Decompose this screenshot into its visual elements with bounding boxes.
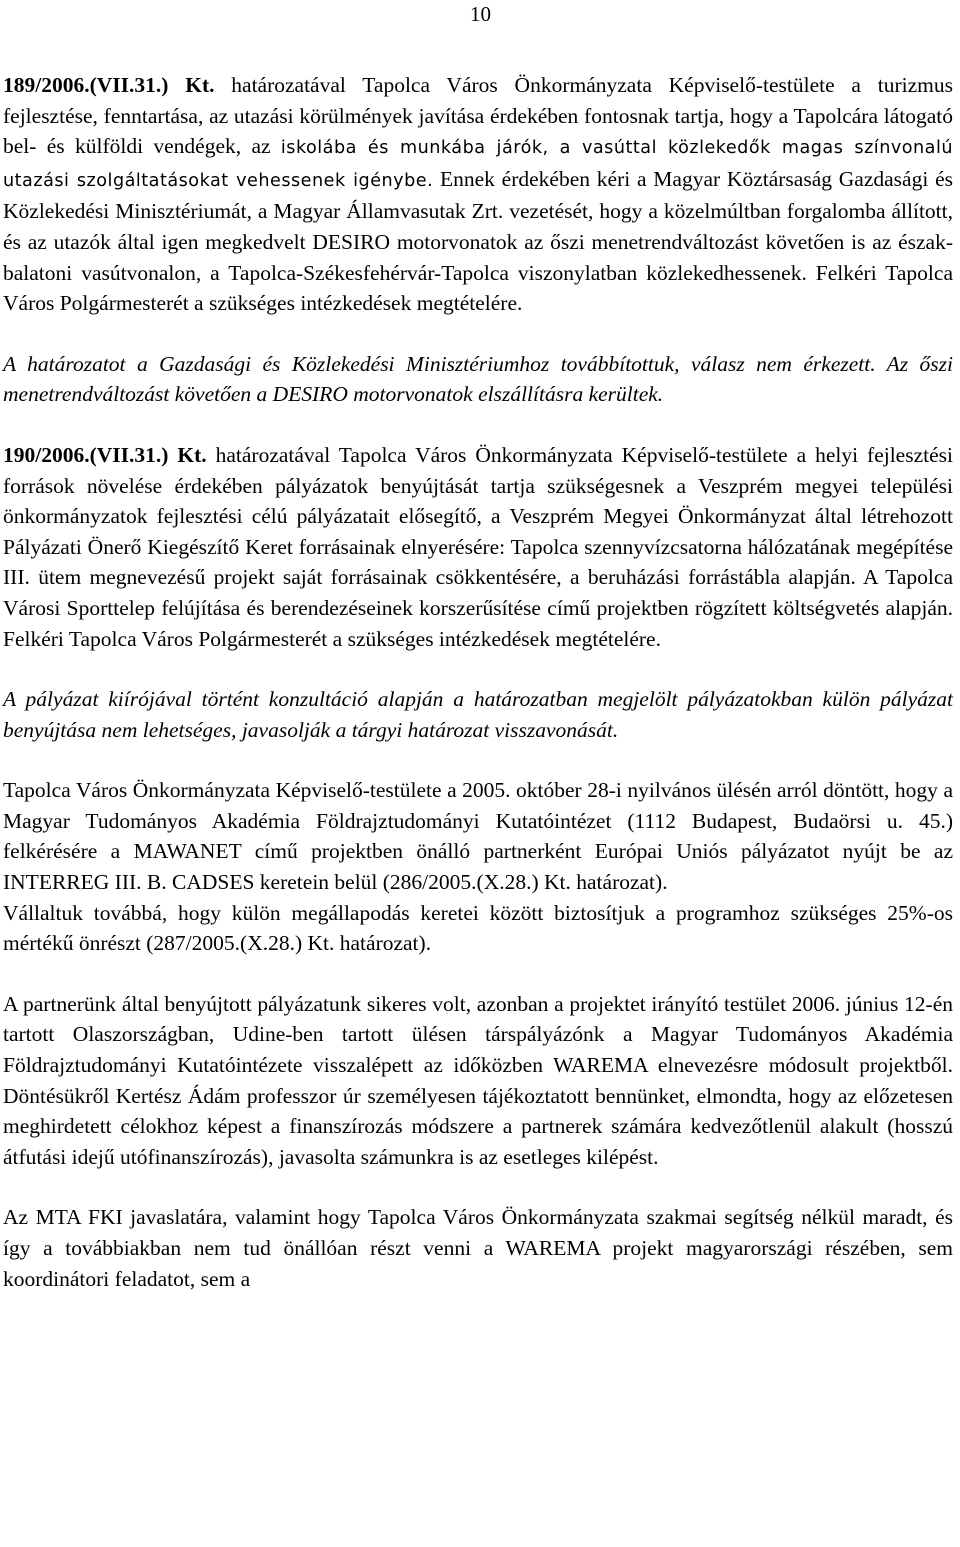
mawanet-own-contribution-paragraph: Vállaltuk továbbá, hogy külön megállapodás keretei között biztosítjuk a programhoz szükséges 25%-os mértékű önrészt (287/2005.(X.28.) Kt. határozat). <box>3 900 953 956</box>
partner-withdrawal-paragraph: A partnerünk által benyújtott pályázatunk sikeres volt, azonban a projektet irányító testület 2006. június 12-én tartott Olaszországban, Udine-ben tartott ülésen társpályázónk a Magyar Tudományos Akadémia Földrajztudományi Kutatóintézete visszalépett az időközben WAREMA elnevezésre módosult projektből. Döntésükről Kertész Ádám professzor úr személyesen tájékoztatott bennünket, elmondta, hogy az előzetesen meghirdetett célokhoz képest a finanszírozás módszere a partnerek számára kedvezőtlenül alakult (hosszú átfutási idejű utófinanszírozás), javasolta számunkra is az esetleges kilépést. <box>3 991 953 1169</box>
resolution-190-paragraph <box>3 440 953 654</box>
resolution-189-text-part2: iskolába és munkába járók, a vasúttal közlekedők magas színvonalú utazási szolgáltatásokat vehessenek igénybe. <box>3 138 953 191</box>
resolution-189-paragraph <box>3 70 953 319</box>
resolution-189-number: 189/2006.(VII.31.) Kt. <box>3 73 215 97</box>
resolution-190-number: 190/2006.(VII.31.) Kt. <box>3 442 207 467</box>
mta-fki-paragraph: Az MTA FKI javaslatára, valamint hogy Tapolca Város Önkormányzata szakmai segítség nélkül maradt, és így a továbbiakban nem tud önállóan részt venni a WAREMA projekt magyarországi részében, sem koordinátori feladatot, sem a <box>3 1205 953 1291</box>
page-number: 10 <box>470 2 491 26</box>
mawanet-paragraph: Tapolca Város Önkormányzata Képviselő-testülete a 2005. október 28-i nyilvános ülésén arról döntött, hogy a Magyar Tudományos Akadémia Földrajztudományi Kutatóintézet (1112 Budapest, Budaörsi u. 45.) felkérésére a MAWANET című projektben önálló partnerként Európai Uniós pályázatot nyújt be az INTERREG III. B. CADSES keretein belül (286/2005.(X.28.) Kt. határozat). <box>3 778 953 895</box>
resolution-189-text-part3: Ennek érdekében kéri a Magyar Köztársaság Gazdasági és Közlekedési Minisztériumát, a Magyar Államvasutak Zrt. vezetését, hogy a közelmúltban forgalomba állított, és az utazók által igen megkedvelt DESIRO motorvonatok az őszi menetrendváltozást követően is az észak-balatoni vasútvonalon, a Tapolca-Székesfehérvár-Tapolca viszonylatban közlekedhessenek. Felkéri Tapolca Város Polgármesterét a szükséges intézkedések megtételére. <box>3 166 953 316</box>
resolution-189-note: A határozatot a Gazdasági és Közlekedési Minisztériumhoz továbbítottuk, válasz nem érkezett. Az őszi menetrendváltozást követően a DESIRO motorvonatok elszállításra kerültek. <box>3 351 953 407</box>
document-body <box>3 70 953 1294</box>
resolution-189-text-part1: határozatával Tapolca Város Önkormányzata Képviselő-testülete a turizmus fejlesztése, fenntartása, az utazási körülmények javítása érdekében fontosnak tartja, hogy a Tapolcára látogató bel- és külföldi vendégek, az <box>3 73 953 159</box>
resolution-190-note: A pályázat kiírójával történt konzultáció alapján a határozatban megjelölt pályázatokban külön pályázat benyújtása nem lehetséges, javasolják a tárgyi határozat visszavonását. <box>3 687 953 742</box>
resolution-190-text: határozatával Tapolca Város Önkormányzata Képviselő-testülete a helyi fejlesztési források növelése érdekében pályázatok benyújtását tartja szükségesnek a Veszprém megyei települési önkormányzatok fejlesztési célú pályázatait elősegítő, a Veszprém Megyei Önkormányzat által létrehozott Pályázati Önerő Kiegészítő Keret forrásainak elnyerésére: Tapolca szennyvízcsatorna hálózatának megépítése III. ütem megnevezésű projekt saját forrásainak csökkentésére, a beruházási forrástábla alapján. A Tapolca Városi Sporttelep felújítása és berendezéseinek korszerűsítése című projektben rögzített költségvetés alapján. Felkéri Tapolca Város Polgármesterét a szükséges intézkedések megtételére. <box>3 442 953 651</box>
